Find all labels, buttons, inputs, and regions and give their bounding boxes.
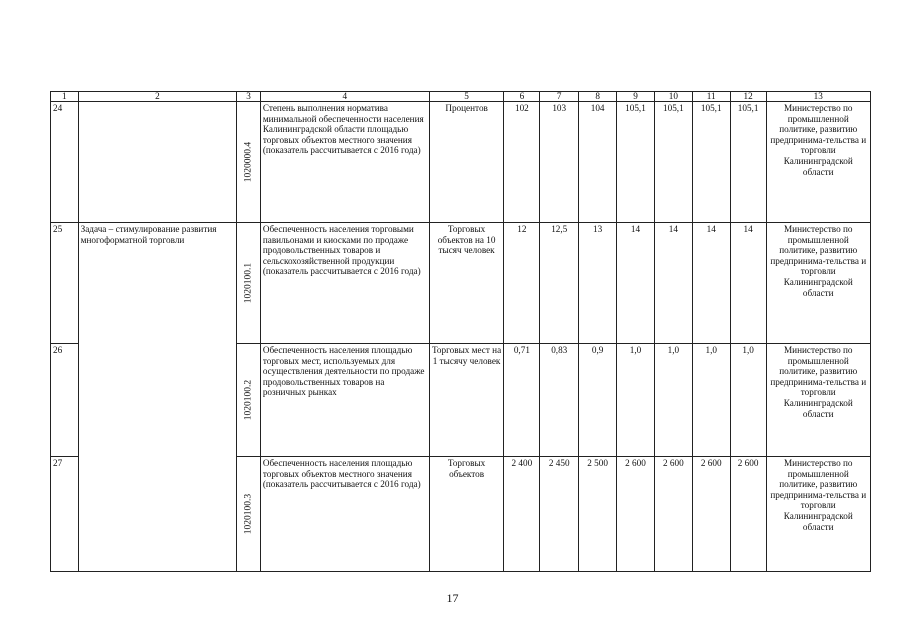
value-cell: 1,0 bbox=[654, 344, 692, 457]
header-cell: 12 bbox=[730, 92, 766, 102]
header-cell: 7 bbox=[540, 92, 579, 102]
value-cell: 1,0 bbox=[692, 344, 730, 457]
unit-cell: Торговых объектов bbox=[429, 457, 504, 572]
value-cell: 105,1 bbox=[654, 102, 692, 223]
task-cell bbox=[78, 223, 237, 572]
value-cell: 1,0 bbox=[617, 344, 655, 457]
header-cell: 9 bbox=[617, 92, 655, 102]
value-cell: 14 bbox=[692, 223, 730, 344]
header-cell: 13 bbox=[766, 92, 871, 102]
unit-cell: Процентов bbox=[429, 102, 504, 223]
row-number: 24 bbox=[51, 102, 79, 223]
row-number: 26 bbox=[51, 344, 79, 457]
responsible-cell: Министерство по промышленной политике, развитию предпринима-тельства и торговли Калининградской области bbox=[766, 344, 871, 457]
value-cell: 1,0 bbox=[730, 344, 766, 457]
column-number-header bbox=[51, 92, 871, 102]
value-cell: 13 bbox=[579, 223, 617, 344]
indicator-name: Степень выполнения норматива минимальной обеспеченности населения Калининградской области площадью торговых объектов местного значения (показатель рассчитывается с 2016 года) bbox=[260, 102, 429, 223]
header-cell: 8 bbox=[579, 92, 617, 102]
unit-cell: Торговых мест на 1 тысячу человек bbox=[429, 344, 504, 457]
header-cell: 2 bbox=[78, 92, 237, 102]
value-cell: 12 bbox=[504, 223, 540, 344]
value-cell: 2 450 bbox=[540, 457, 579, 572]
task-label: Задача – стимулирование развития многоформатной торговли bbox=[80, 224, 217, 245]
value-cell: 0,9 bbox=[579, 344, 617, 457]
table-row bbox=[51, 223, 871, 344]
indicator-code: 1020100.3 bbox=[237, 457, 261, 572]
value-cell: 0,83 bbox=[540, 344, 579, 457]
indicators-table bbox=[50, 91, 871, 572]
value-cell: 2 600 bbox=[730, 457, 766, 572]
value-cell: 2 600 bbox=[654, 457, 692, 572]
header-cell: 10 bbox=[654, 92, 692, 102]
value-cell: 105,1 bbox=[617, 102, 655, 223]
indicator-code: 1020100.2 bbox=[237, 344, 261, 457]
task-cell-empty bbox=[78, 102, 237, 223]
value-cell: 104 bbox=[579, 102, 617, 223]
header-cell: 11 bbox=[692, 92, 730, 102]
value-cell: 14 bbox=[654, 223, 692, 344]
row-number: 27 bbox=[51, 457, 79, 572]
header-cell: 5 bbox=[429, 92, 504, 102]
value-cell: 2 400 bbox=[504, 457, 540, 572]
value-cell: 103 bbox=[540, 102, 579, 223]
value-cell: 2 500 bbox=[579, 457, 617, 572]
table-row bbox=[51, 102, 871, 223]
header-cell: 3 bbox=[237, 92, 261, 102]
value-cell: 105,1 bbox=[730, 102, 766, 223]
row-number: 25 bbox=[51, 223, 79, 344]
responsible-cell: Министерство по промышленной политике, развитию предпринима-тельства и торговли Калининградской области bbox=[766, 457, 871, 572]
value-cell: 2 600 bbox=[692, 457, 730, 572]
indicator-code: 1020100.1 bbox=[237, 223, 261, 344]
indicator-code: 1020000.4 bbox=[237, 102, 261, 223]
page-number: 17 bbox=[446, 591, 459, 605]
value-cell: 102 bbox=[504, 102, 540, 223]
indicator-name: Обеспеченность населения площадью торговых мест, используемых для осуществления деятельности по продаже продовольственных товаров на розничных рынках bbox=[260, 344, 429, 457]
responsible-cell: Министерство по промышленной политике, развитию предпринима-тельства и торговли Калининградской области bbox=[766, 102, 871, 223]
header-cell: 4 bbox=[260, 92, 429, 102]
indicator-name: Обеспеченность населения площадью торговых объектов местного значения (показатель рассчитывается с 2016 года) bbox=[260, 457, 429, 572]
value-cell: 105,1 bbox=[692, 102, 730, 223]
responsible-cell: Министерство по промышленной политике, развитию предпринима-тельства и торговли Калининградской области bbox=[766, 223, 871, 344]
indicator-name: Обеспеченность населения торговыми павильонами и киосками по продаже продовольственных товаров и сельскохозяйственной продукции (показатель рассчитывается с 2016 года) bbox=[260, 223, 429, 344]
header-cell: 1 bbox=[51, 92, 79, 102]
header-cell: 6 bbox=[504, 92, 540, 102]
value-cell: 12,5 bbox=[540, 223, 579, 344]
value-cell: 14 bbox=[730, 223, 766, 344]
value-cell: 0,71 bbox=[504, 344, 540, 457]
value-cell: 2 600 bbox=[617, 457, 655, 572]
value-cell: 14 bbox=[617, 223, 655, 344]
unit-cell: Торговых объектов на 10 тысяч человек bbox=[429, 223, 504, 344]
